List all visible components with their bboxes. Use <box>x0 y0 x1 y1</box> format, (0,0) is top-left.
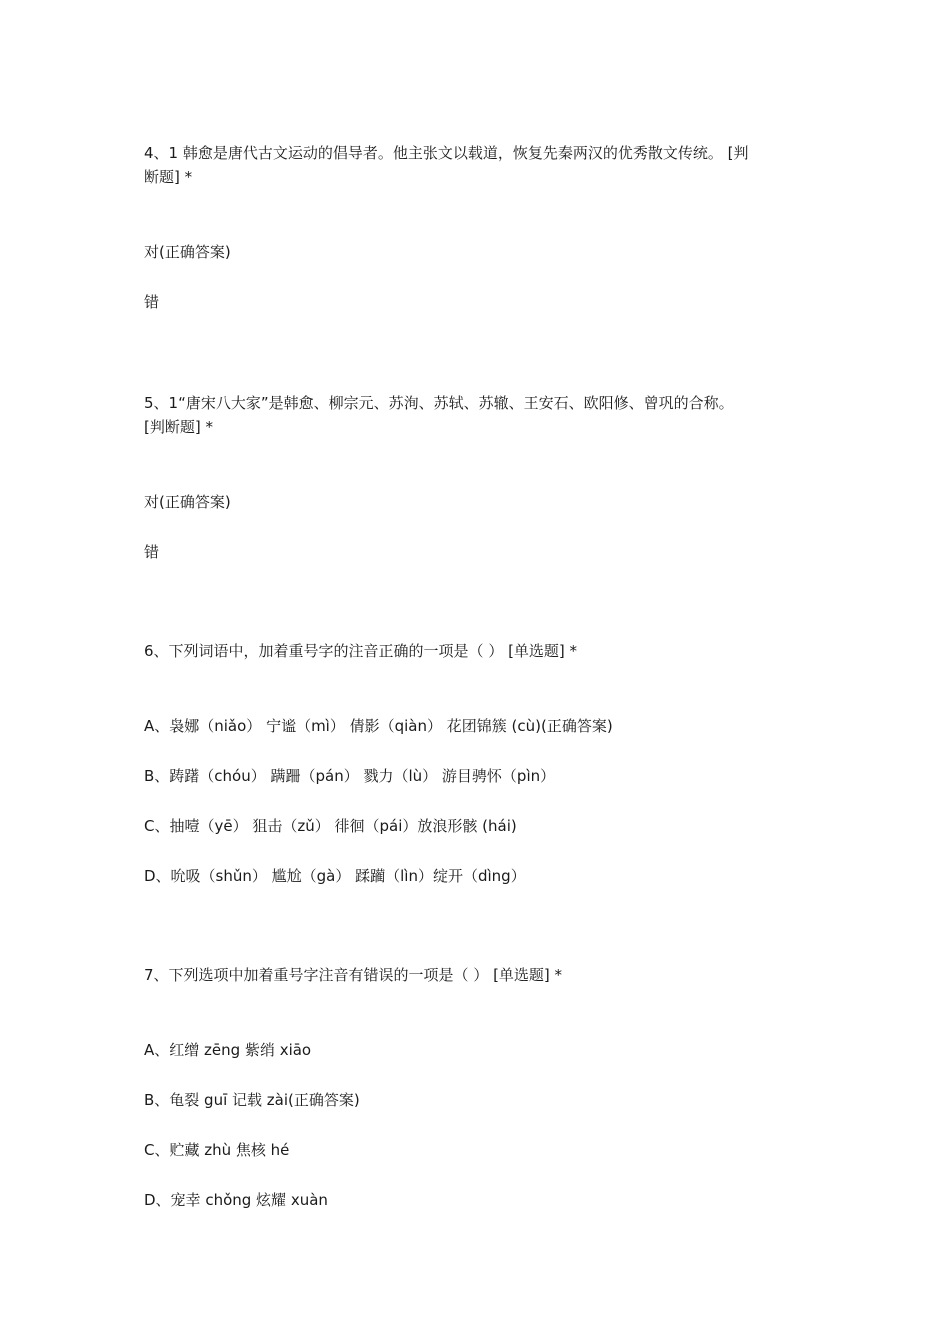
question-5-prompt-line-1: 5、1“唐宋八大家”是韩愈、柳宗元、苏洵、苏轼、苏辙、王安石、欧阳修、曾巩的合称。 <box>144 394 734 412</box>
question-6-option-a[interactable]: A、袅娜（niǎo） 宁谧（mì） 倩影（qiàn） 花团锦簇 (cù)(正确答案) <box>144 717 613 735</box>
question-4-prompt-line-1: 4、1 韩愈是唐代古文运动的倡导者。他主张文以载道，恢复先秦两汉的优秀散文传统。 [判 <box>144 144 749 162</box>
question-5-option-wrong[interactable]: 错 <box>144 543 160 561</box>
question-4-prompt-line-2: 断题] * <box>144 168 193 186</box>
question-7-option-b[interactable]: B、龟裂 guī 记载 zài(正确答案) <box>144 1091 360 1109</box>
question-6-option-c[interactable]: C、抽噎（yē） 狙击（zǔ） 徘徊（pái）放浪形骸 (hái) <box>144 817 517 835</box>
question-6-prompt: 6、下列词语中，加着重号字的注音正确的一项是（ ） [单选题] * <box>144 642 578 660</box>
question-5-option-correct[interactable]: 对(正确答案) <box>144 493 231 511</box>
question-7-option-c[interactable]: C、贮藏 zhù 焦核 hé <box>144 1141 290 1159</box>
question-4-option-correct[interactable]: 对(正确答案) <box>144 243 231 261</box>
question-7-prompt: 7、下列选项中加着重号字注音有错误的一项是（ ） [单选题] * <box>144 966 563 984</box>
question-4-option-wrong[interactable]: 错 <box>144 293 160 311</box>
question-7-option-a[interactable]: A、红缯 zēng 紫绡 xiāo <box>144 1041 312 1059</box>
question-5-prompt-line-2: [判断题] * <box>144 418 213 436</box>
question-6-option-b[interactable]: B、踌躇（chóu） 蹒跚（pán） 戮力（lù） 游目骋怀（pìn） <box>144 767 556 785</box>
question-6-option-d[interactable]: D、吮吸（shǔn） 尴尬（gà） 蹂躏（lìn）绽开（dìng） <box>144 867 526 885</box>
question-7-option-d[interactable]: D、宠幸 chǒng 炫耀 xuàn <box>144 1191 328 1209</box>
